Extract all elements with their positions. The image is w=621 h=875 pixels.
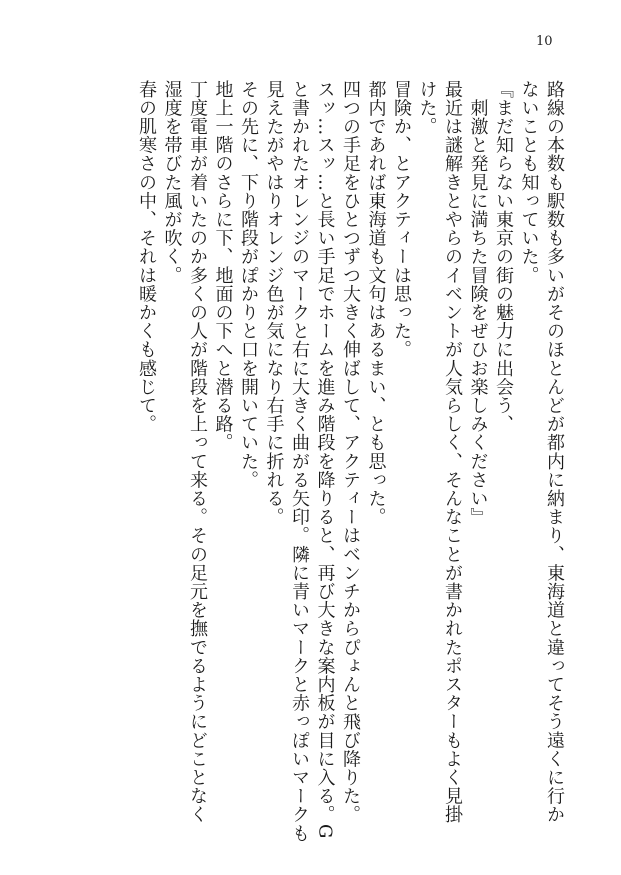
text-line: 丁度電車が着いたのか多くの人が階段を上って来る。その足元を撫でるようにどことなく bbox=[187, 80, 208, 824]
text-line: 四つの手足をひとつずつ大きく伸ばして、アクティーはベンチからぴょんと飛び降りた。 bbox=[340, 80, 361, 824]
text-line: 刺激と発見に満ちた冒険をぜひお楽しみください』 bbox=[467, 80, 489, 527]
text-line: 冒険か、とアクティーは思った。 bbox=[391, 80, 412, 359]
text-line: 路線の本数も駅数も多いがそのほとんどが都内に納まり、東海道と違ってそう遠くに行か bbox=[544, 80, 565, 824]
text-line: けた。 bbox=[416, 80, 438, 136]
text-line: 『まだ知らない東京の街の魅力に出会う、 bbox=[493, 80, 514, 434]
text-line: 地上一階のさらに下、地面の下へと潜る路。 bbox=[212, 80, 234, 452]
body-text bbox=[112, 80, 567, 860]
text-line: 湿度を帯びた風が吹く。 bbox=[161, 80, 183, 285]
text-line: スッ…スッ…と長い手足でホームを進み階段を降りると、再び大きな案内板が目に入る。G bbox=[314, 80, 336, 839]
text-line: 最近は謎解きとやらのイベントが人気らしく、そんなことが書かれたポスターもよく見掛 bbox=[442, 80, 463, 824]
page-number: 10 bbox=[536, 34, 553, 49]
text-line: ないことも知っていた。 bbox=[518, 80, 540, 285]
text-line: と書かれたオレンジのマークと右に大きく曲がる矢印。隣に青いマークと赤っぽいマークも bbox=[289, 80, 310, 843]
text-line: 都内であれば東海道も文句はあるまい、とも思った。 bbox=[365, 80, 387, 527]
text-line: 春の肌寒さの中、それは暖かくも感じて。 bbox=[136, 80, 157, 434]
text-line: その先に、下り階段がぽかりと口を開いていた。 bbox=[238, 80, 259, 490]
text-line: 見えたがやはりオレンジ色が気になり右手に折れる。 bbox=[263, 80, 285, 527]
